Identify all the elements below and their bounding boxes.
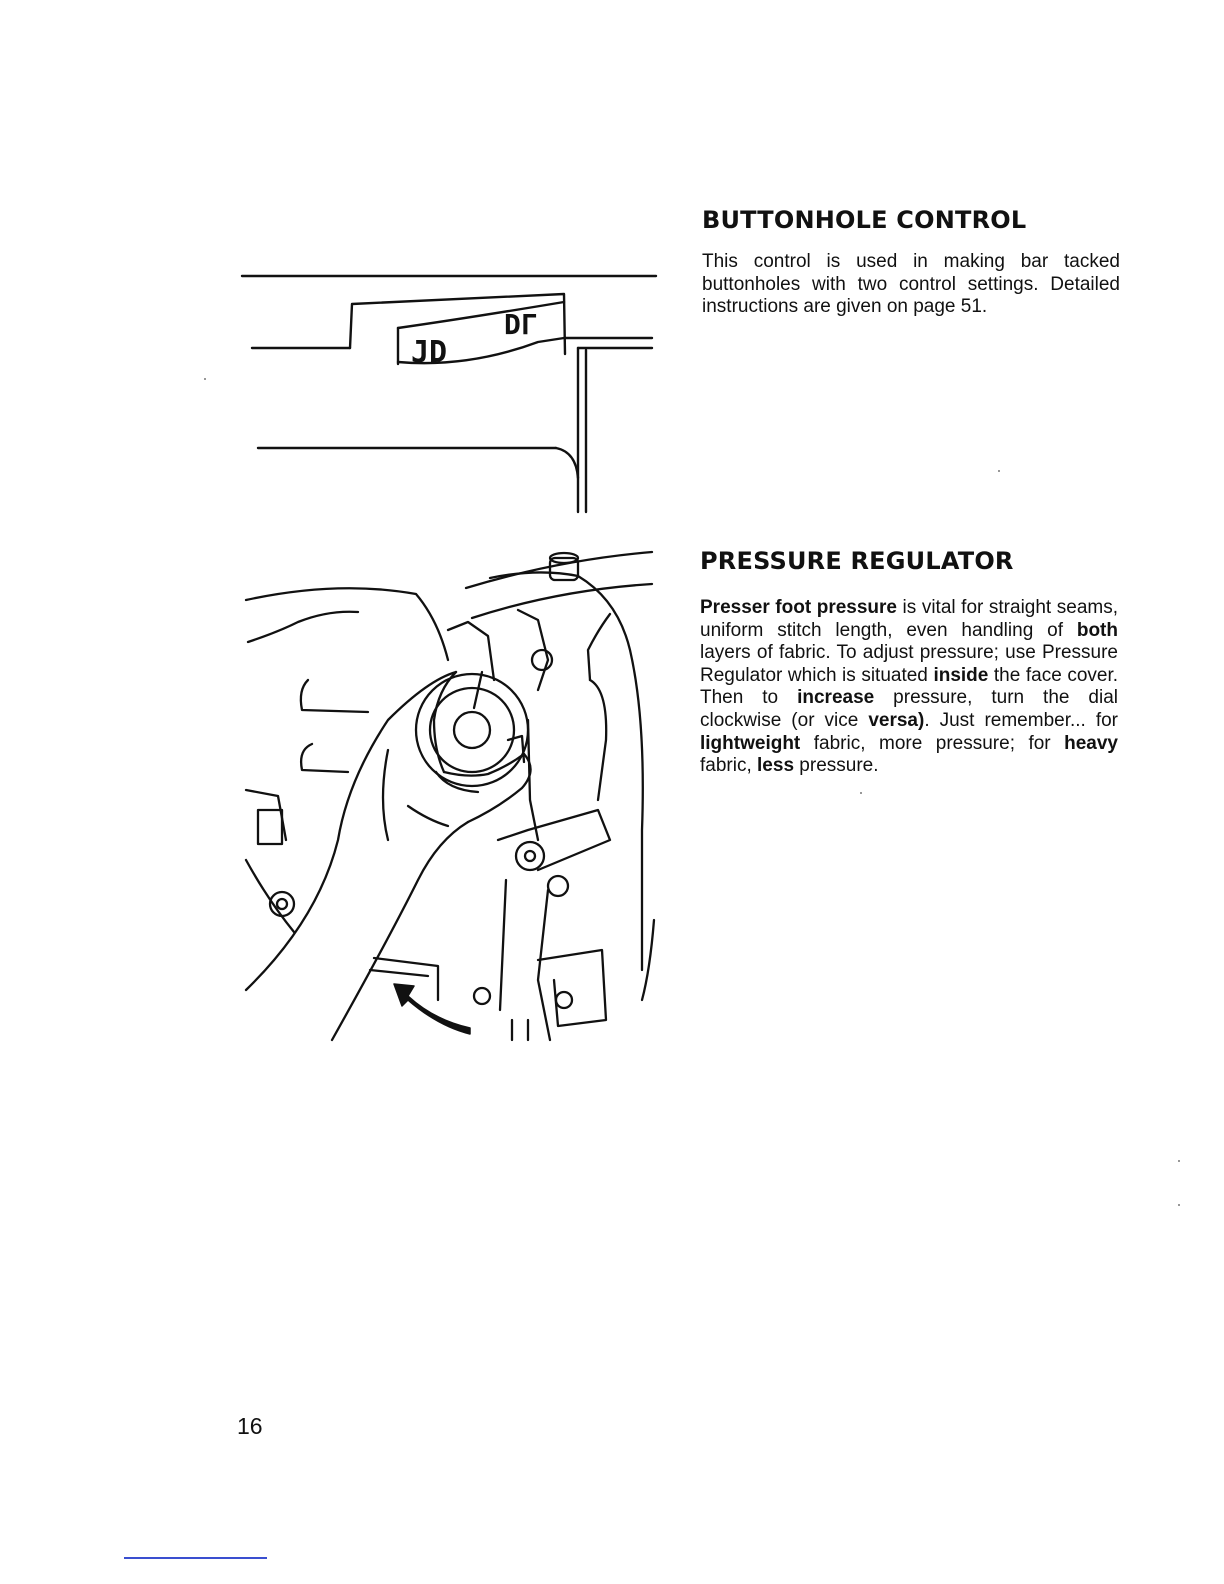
lever-setting-right: DΓ <box>504 308 538 341</box>
text-segment: pressure, turn the dial clockwise (or vice <box>700 687 1119 731</box>
scan-speck <box>204 378 206 380</box>
buttonhole-control-text: This control is used in making bar tacked buttonholes with two control settings. Detailed instructions are given on page 51. <box>702 251 1120 318</box>
text-segment: the face cover. Then to <box>700 664 1119 709</box>
text-segment: Presser foot pressure <box>700 597 897 618</box>
text-segment: heavy <box>1064 732 1118 754</box>
buttonhole-control-heading: BUTTONHOLE CONTROL <box>702 206 1027 234</box>
text-segment: inside <box>933 664 989 686</box>
text-segment: increase <box>797 687 875 709</box>
text-segment: lightweight <box>700 732 801 754</box>
pressure-regulator-heading: PRESSURE REGULATOR <box>700 547 1014 575</box>
text-segment: less <box>757 755 795 777</box>
text-segment: versa) <box>868 709 925 731</box>
pressure-regulator-text <box>700 597 1118 778</box>
scan-speck <box>1178 1160 1180 1162</box>
lever-setting-left: JD <box>411 335 448 370</box>
text-segment: is vital for straight seams, uniform stitch length, even handling of <box>700 597 1119 641</box>
text-segment: . Just remember... for <box>924 709 1118 731</box>
scan-speck <box>1178 1204 1180 1206</box>
text-segment: fabric, more pressure; for <box>800 732 1065 754</box>
text-segment: pressure. <box>794 755 879 777</box>
page-number: 16 <box>237 1413 263 1439</box>
text-segment: layers of fabric. To adjust pressure; use Pressure Regulator which is situated <box>700 642 1118 686</box>
text-segment: both <box>1076 619 1118 641</box>
scan-speck <box>998 470 1000 472</box>
text-segment: fabric, <box>700 755 758 777</box>
pressure-regulator-illustration <box>238 540 663 1050</box>
scan-speck <box>860 792 862 794</box>
footer-rule <box>124 1557 267 1559</box>
buttonhole-control-illustration <box>238 268 663 518</box>
